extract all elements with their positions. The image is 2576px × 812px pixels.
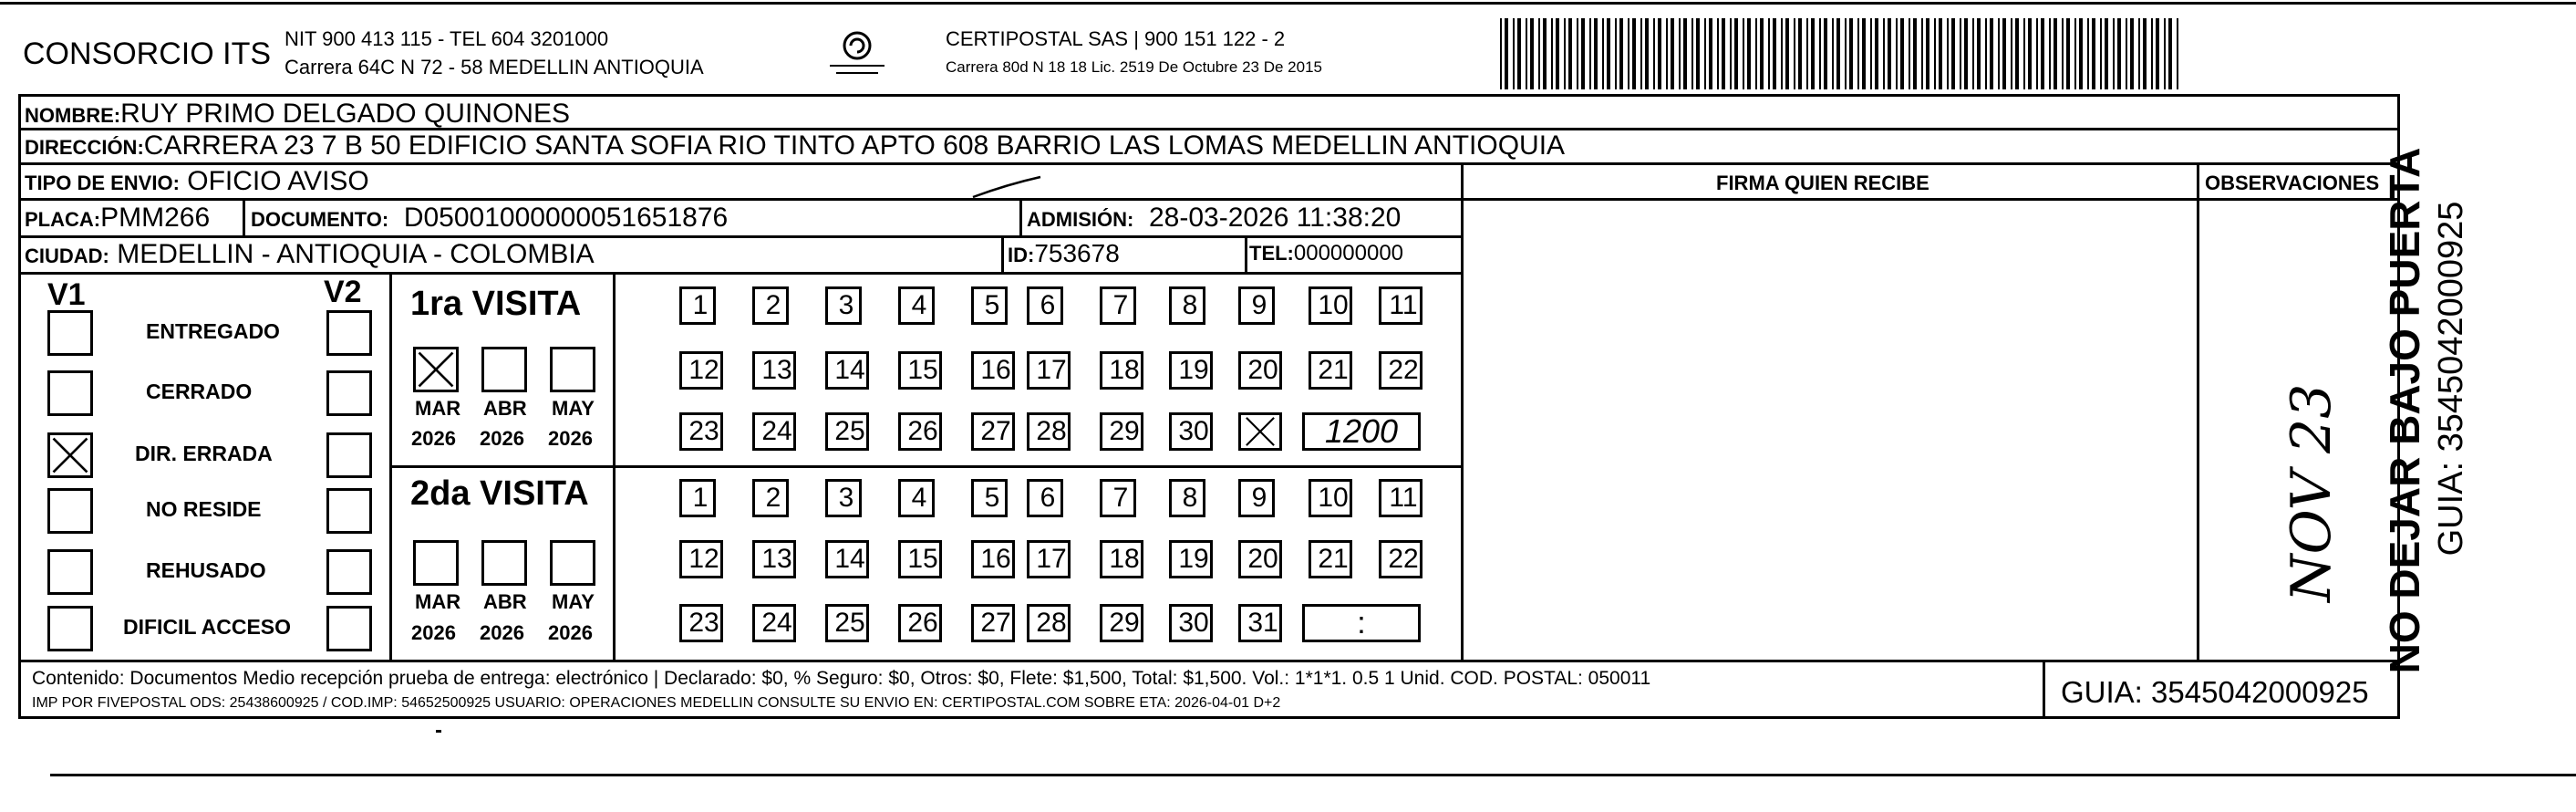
footer-imp: IMP POR FIVEPOSTAL ODS: 25438600925 / COD.IMP: 54652500925 USUARIO: OPERACIONES MEDELLIN CONSULTE SU ENVIO EN: CERTIPOSTAL.COM SOBRE ETA: 2026-04-01 D+2: [32, 695, 1281, 711]
barcode-bar: [1615, 18, 1617, 89]
barcode-bar: [1760, 18, 1764, 89]
status-label: ENTREGADO: [146, 319, 280, 343]
status-v2-checkbox[interactable]: [326, 549, 372, 595]
city-row: [25, 241, 595, 268]
status-v2-checkbox[interactable]: [326, 310, 372, 356]
barcode-bar: [1640, 18, 1642, 89]
day-cell[interactable]: 8: [1169, 286, 1205, 325]
barcode-bar: [1832, 18, 1834, 89]
barcode-bar: [2036, 18, 2038, 89]
month-year: 2026: [411, 621, 456, 644]
day-cell[interactable]: 30: [1169, 412, 1213, 451]
barcode-bar: [2105, 18, 2108, 89]
barcode-bar: [1683, 18, 1687, 89]
barcode-bar: [1824, 18, 1827, 89]
day-cell[interactable]: 21: [1309, 351, 1352, 390]
admission: 28-03-2026 11:38:20: [1149, 203, 1402, 233]
barcode-bar: [1773, 18, 1776, 89]
status-v2-checkbox[interactable]: [326, 606, 372, 651]
barcode-bar: [1951, 18, 1955, 89]
day-cell[interactable]: 5: [971, 286, 1008, 325]
day-cell[interactable]: 12: [679, 540, 723, 578]
plate-row: [25, 204, 210, 232]
signature-header: FIRMA QUIEN RECIBE: [1716, 172, 1929, 194]
month-year: 2026: [548, 427, 593, 450]
day-cell[interactable]: 24: [752, 604, 796, 642]
footer-content: Contenido: Documentos Medio recepción prueba de entrega: electrónico | Declarado: $0, % Seguro: $0, Otros: $0, Flete: $1,500, Total: $1,500. Vol.: 1*1*1. 0.5 1 Unid. COD. POSTAL: 050011: [32, 668, 1651, 689]
status-v1-checkbox[interactable]: [47, 370, 93, 416]
barcode-bar: [1653, 18, 1655, 89]
day-cell[interactable]: 9: [1238, 479, 1275, 517]
tel-row: [1249, 243, 1403, 265]
barcode-bar: [1679, 18, 1681, 89]
month-checkbox[interactable]: [481, 540, 527, 586]
day-cell[interactable]: 27: [971, 412, 1015, 451]
barcode-bar: [1960, 18, 1961, 89]
time-field[interactable]: 1200: [1302, 412, 1421, 451]
month-label: MAY: [552, 590, 595, 613]
day-cell[interactable]: 10: [1309, 479, 1352, 517]
barcode-bar: [1990, 18, 1993, 89]
day-cell[interactable]: 29: [1100, 604, 1143, 642]
barcode-bar: [1896, 18, 1898, 89]
barcode-bar: [1985, 18, 1987, 89]
barcode-bar: [1781, 18, 1783, 89]
document: D05001000000051651876: [403, 203, 729, 233]
name-label: NOMBRE:: [25, 104, 121, 127]
tel-label: TEL:: [1249, 242, 1294, 265]
day-cell[interactable]: 26: [898, 412, 942, 451]
barcode-bar: [2054, 18, 2057, 89]
barcode-bar: [1696, 18, 1700, 89]
carrier-address: Carrera 80d N 18 18 Lic. 2519 De Octubre 23 De 2015: [946, 58, 1322, 76]
day-cell[interactable]: 5: [971, 479, 1008, 517]
barcode-bar: [1556, 18, 1559, 89]
day-cell[interactable]: 22: [1379, 351, 1422, 390]
company-address: Carrera 64C N 72 - 58 MEDELLIN ANTIOQUIA: [284, 56, 704, 78]
carrier-name: CERTIPOSTAL SAS | 900 151 122 - 2: [946, 27, 1286, 50]
observations-handwriting: NOV 23: [2280, 383, 2343, 602]
status-v1-checkbox[interactable]: [47, 606, 93, 651]
barcode-bar: [1939, 18, 1942, 89]
city: MEDELLIN - ANTIOQUIA - COLOMBIA: [117, 239, 595, 269]
barcode-bar: [1870, 18, 1872, 89]
barcode-bar: [2164, 18, 2166, 89]
barcode-bar: [1972, 18, 1974, 89]
barcode-bar: [1947, 18, 1949, 89]
barcode-bar: [1883, 18, 1885, 89]
day-cell[interactable]: 17: [1027, 540, 1071, 578]
day-cell[interactable]: 23: [679, 604, 723, 642]
day-cell[interactable]: 21: [1309, 540, 1352, 578]
barcode-bar: [1785, 18, 1789, 89]
barcode-bar: [1836, 18, 1840, 89]
barcode-bar: [1704, 18, 1706, 89]
barcode-bar: [1628, 18, 1629, 89]
day-cell[interactable]: 6: [1027, 286, 1063, 325]
barcode-bar: [2168, 18, 2172, 89]
barcode-bar: [2138, 18, 2140, 89]
barcode-bar: [2074, 18, 2076, 89]
barcode-bar: [1998, 18, 2000, 89]
barcode-bar: [1755, 18, 1757, 89]
time-field[interactable]: :: [1302, 604, 1421, 642]
barcode-bar: [1517, 18, 1521, 89]
day-cell[interactable]: 3: [825, 479, 862, 517]
month-label: MAY: [552, 397, 595, 420]
pen-stroke: [971, 173, 1044, 205]
plate-label: PLACA:: [25, 208, 101, 231]
barcode-bar: [1645, 18, 1649, 89]
day-cell[interactable]: [1238, 412, 1282, 451]
month-year: 2026: [411, 427, 456, 450]
barcode-bar: [1743, 18, 1744, 89]
barcode-bar: [1888, 18, 1891, 89]
status-label: REHUSADO: [146, 558, 266, 582]
day-cell[interactable]: 12: [679, 351, 723, 390]
recipient-address: CARRERA 23 7 B 50 EDIFICIO SANTA SOFIA RIO TINTO APTO 608 BARRIO LAS LOMAS MEDELLIN ANTIOQUIA: [143, 130, 1566, 161]
barcode-bar: [1909, 18, 1910, 89]
barcode-bar: [2113, 18, 2115, 89]
barcode-bar: [1857, 18, 1859, 89]
barcode-bar: [1875, 18, 1878, 89]
month-label: ABR: [483, 590, 527, 613]
tel-value: 000000000: [1293, 241, 1404, 265]
day-cell[interactable]: 19: [1169, 540, 1213, 578]
barcode-bar: [1526, 18, 1527, 89]
day-cell[interactable]: 11: [1379, 286, 1422, 325]
day-cell[interactable]: 8: [1169, 479, 1205, 517]
barcode-bar: [1671, 18, 1674, 89]
status-v1-checkbox[interactable]: [47, 488, 93, 534]
day-cell[interactable]: 14: [825, 351, 869, 390]
barcode-bar: [1500, 18, 1502, 89]
day-cell[interactable]: 16: [971, 540, 1015, 578]
barcode-bar: [2177, 18, 2178, 89]
visit2-title: 2da VISITA: [410, 474, 589, 513]
v1-label: V1: [47, 277, 86, 312]
barcode-bar: [1806, 18, 1808, 89]
barcode-bar: [2015, 18, 2019, 89]
document-row: [251, 204, 728, 232]
day-cell[interactable]: 15: [898, 351, 942, 390]
day-cell[interactable]: 17: [1027, 351, 1071, 390]
barcode-bar: [2100, 18, 2102, 89]
barcode-bar: [1722, 18, 1725, 89]
day-cell[interactable]: 25: [825, 604, 869, 642]
barcode-bar: [1794, 18, 1795, 89]
barcode-bar: [2143, 18, 2147, 89]
barcode-bar: [1977, 18, 1981, 89]
barcode-bar: [2117, 18, 2121, 89]
barcode-bar: [1607, 18, 1610, 89]
day-cell[interactable]: 18: [1100, 351, 1143, 390]
barcode-bar: [1798, 18, 1802, 89]
barcode-bar: [1538, 18, 1540, 89]
barcode-bar: [2011, 18, 2012, 89]
address-row: [25, 132, 1565, 160]
barcode-bar: [1819, 18, 1821, 89]
status-label: CERRADO: [146, 380, 253, 403]
shipping-type: OFICIO AVISO: [187, 166, 369, 196]
month-checkbox[interactable]: [413, 347, 459, 392]
day-cell[interactable]: 1: [679, 286, 716, 325]
day-cell[interactable]: 19: [1169, 351, 1213, 390]
month-label: MAR: [415, 590, 461, 613]
day-cell[interactable]: 10: [1309, 286, 1352, 325]
barcode-bar: [1921, 18, 1923, 89]
day-cell[interactable]: 31: [1238, 604, 1282, 642]
day-cell[interactable]: 11: [1379, 479, 1422, 517]
day-cell[interactable]: 1: [679, 479, 716, 517]
day-cell[interactable]: 4: [898, 286, 935, 325]
status-v2-checkbox[interactable]: [326, 432, 372, 478]
barcode-bar: [1632, 18, 1636, 89]
barcode-bar: [1551, 18, 1553, 89]
month-checkbox[interactable]: [550, 347, 595, 392]
shipping-type-label: TIPO DE ENVIO:: [25, 172, 180, 194]
day-cell[interactable]: 7: [1100, 286, 1136, 325]
city-label: CIUDAD:: [25, 245, 109, 267]
barcode-bar: [1849, 18, 1853, 89]
barcode-bar: [1564, 18, 1566, 89]
month-label: ABR: [483, 397, 527, 420]
barcode-bar: [1658, 18, 1661, 89]
barcode-bar: [1581, 18, 1585, 89]
name-row: [25, 100, 570, 128]
barcode-bar: [2049, 18, 2051, 89]
day-cell[interactable]: 26: [898, 604, 942, 642]
barcode-bar: [1513, 18, 1515, 89]
day-cell[interactable]: 23: [679, 412, 723, 451]
document-label: DOCUMENTO:: [251, 208, 389, 231]
month-year: 2026: [480, 427, 524, 450]
barcode-bar: [2087, 18, 2089, 89]
barcode-bar: [1734, 18, 1738, 89]
id-label: ID:: [1008, 244, 1035, 266]
month-label: MAR: [415, 397, 461, 420]
barcode-bar: [2028, 18, 2032, 89]
day-cell[interactable]: 7: [1100, 479, 1136, 517]
barcode-bar: [1964, 18, 1968, 89]
address-label: DIRECCIÓN:: [25, 136, 144, 159]
barcode-bar: [1543, 18, 1547, 89]
status-v2-checkbox[interactable]: [326, 488, 372, 534]
barcode-bar: [1619, 18, 1623, 89]
barcode-bar: [1811, 18, 1815, 89]
visit1-title: 1ra VISITA: [410, 285, 582, 323]
company-name: CONSORCIO ITS: [23, 36, 272, 71]
month-checkbox[interactable]: [481, 347, 527, 392]
barcode-bar: [1594, 18, 1598, 89]
day-cell[interactable]: 22: [1379, 540, 1422, 578]
status-label: DIR. ERRADA: [135, 442, 273, 465]
status-v2-checkbox[interactable]: [326, 370, 372, 416]
day-cell[interactable]: 13: [752, 540, 796, 578]
barcode-bar: [2041, 18, 2044, 89]
barcode-bar: [1505, 18, 1508, 89]
barcode-bar: [1730, 18, 1732, 89]
barcode-bar: [1747, 18, 1751, 89]
day-cell[interactable]: 3: [825, 286, 862, 325]
barcode-bar: [2079, 18, 2083, 89]
day-cell[interactable]: 20: [1238, 540, 1282, 578]
day-cell[interactable]: 24: [752, 412, 796, 451]
id-row: [1008, 241, 1120, 266]
day-cell[interactable]: 15: [898, 540, 942, 578]
barcode-bar: [1717, 18, 1719, 89]
side-warning: NO DEJAR BAJO PUERTA: [2381, 147, 2428, 674]
status-label: NO RESIDE: [146, 497, 262, 521]
barcode-bar: [2092, 18, 2095, 89]
barcode-bar: [2023, 18, 2025, 89]
barcode-bar: [1768, 18, 1770, 89]
month-checkbox[interactable]: [413, 540, 459, 586]
month-year: 2026: [480, 621, 524, 644]
day-cell[interactable]: 28: [1027, 412, 1071, 451]
recipient-name: RUY PRIMO DELGADO QUINONES: [120, 99, 570, 129]
status-v1-checkbox[interactable]: [47, 549, 93, 595]
month-year: 2026: [548, 621, 593, 644]
barcode-bar: [1530, 18, 1534, 89]
status-v1-checkbox[interactable]: [47, 432, 93, 478]
stray-mark: [436, 730, 441, 733]
certipostal-logo: [825, 27, 889, 80]
day-cell[interactable]: 2: [752, 286, 789, 325]
day-cell[interactable]: 16: [971, 351, 1015, 390]
shipping-type-row: [25, 168, 369, 195]
barcode-bar: [1691, 18, 1693, 89]
barcode-bar: [1577, 18, 1578, 89]
company-nit: NIT 900 413 115 - TEL 604 3201000: [284, 27, 609, 50]
day-cell[interactable]: 9: [1238, 286, 1275, 325]
barcode-bar: [2066, 18, 2070, 89]
status-v1-checkbox[interactable]: [47, 310, 93, 356]
day-cell[interactable]: 18: [1100, 540, 1143, 578]
barcode-bar: [2126, 18, 2127, 89]
plate: PMM266: [100, 203, 211, 233]
admission-row: [1027, 204, 1401, 232]
barcode-bar: [1666, 18, 1668, 89]
barcode-bar: [1913, 18, 1917, 89]
barcode-bar: [2002, 18, 2006, 89]
side-guia: GUIA: 3545042000925: [2432, 201, 2470, 557]
footer-guia: GUIA: 3545042000925: [2061, 675, 2369, 709]
barcode-bar: [1709, 18, 1712, 89]
day-cell[interactable]: 25: [825, 412, 869, 451]
day-cell[interactable]: 13: [752, 351, 796, 390]
day-cell[interactable]: 30: [1169, 604, 1213, 642]
barcode-bar: [1934, 18, 1936, 89]
day-cell[interactable]: 2: [752, 479, 789, 517]
admission-label: ADMISIÓN:: [1027, 208, 1134, 231]
barcode-bar: [2151, 18, 2153, 89]
barcode-bar: [1568, 18, 1572, 89]
day-cell[interactable]: 4: [898, 479, 935, 517]
barcode-bar: [2156, 18, 2159, 89]
barcode-bar: [2130, 18, 2134, 89]
day-cell[interactable]: 6: [1027, 479, 1063, 517]
barcode-bar: [1900, 18, 1904, 89]
observations-header: OBSERVACIONES: [2205, 172, 2380, 194]
barcode: [1500, 18, 2184, 89]
barcode-bar: [1862, 18, 1866, 89]
barcode-bar: [1589, 18, 1591, 89]
barcode-bar: [1845, 18, 1847, 89]
day-cell[interactable]: 29: [1100, 412, 1143, 451]
day-cell[interactable]: 14: [825, 540, 869, 578]
day-cell[interactable]: 27: [971, 604, 1015, 642]
month-checkbox[interactable]: [550, 540, 595, 586]
barcode-bar: [1602, 18, 1604, 89]
day-cell[interactable]: 20: [1238, 351, 1282, 390]
v2-label: V2: [324, 275, 362, 309]
barcode-bar: [1926, 18, 1929, 89]
day-cell[interactable]: 28: [1027, 604, 1071, 642]
status-label: DIFICIL ACCESO: [123, 615, 292, 639]
id-value: 753678: [1034, 239, 1120, 267]
barcode-bar: [2062, 18, 2064, 89]
